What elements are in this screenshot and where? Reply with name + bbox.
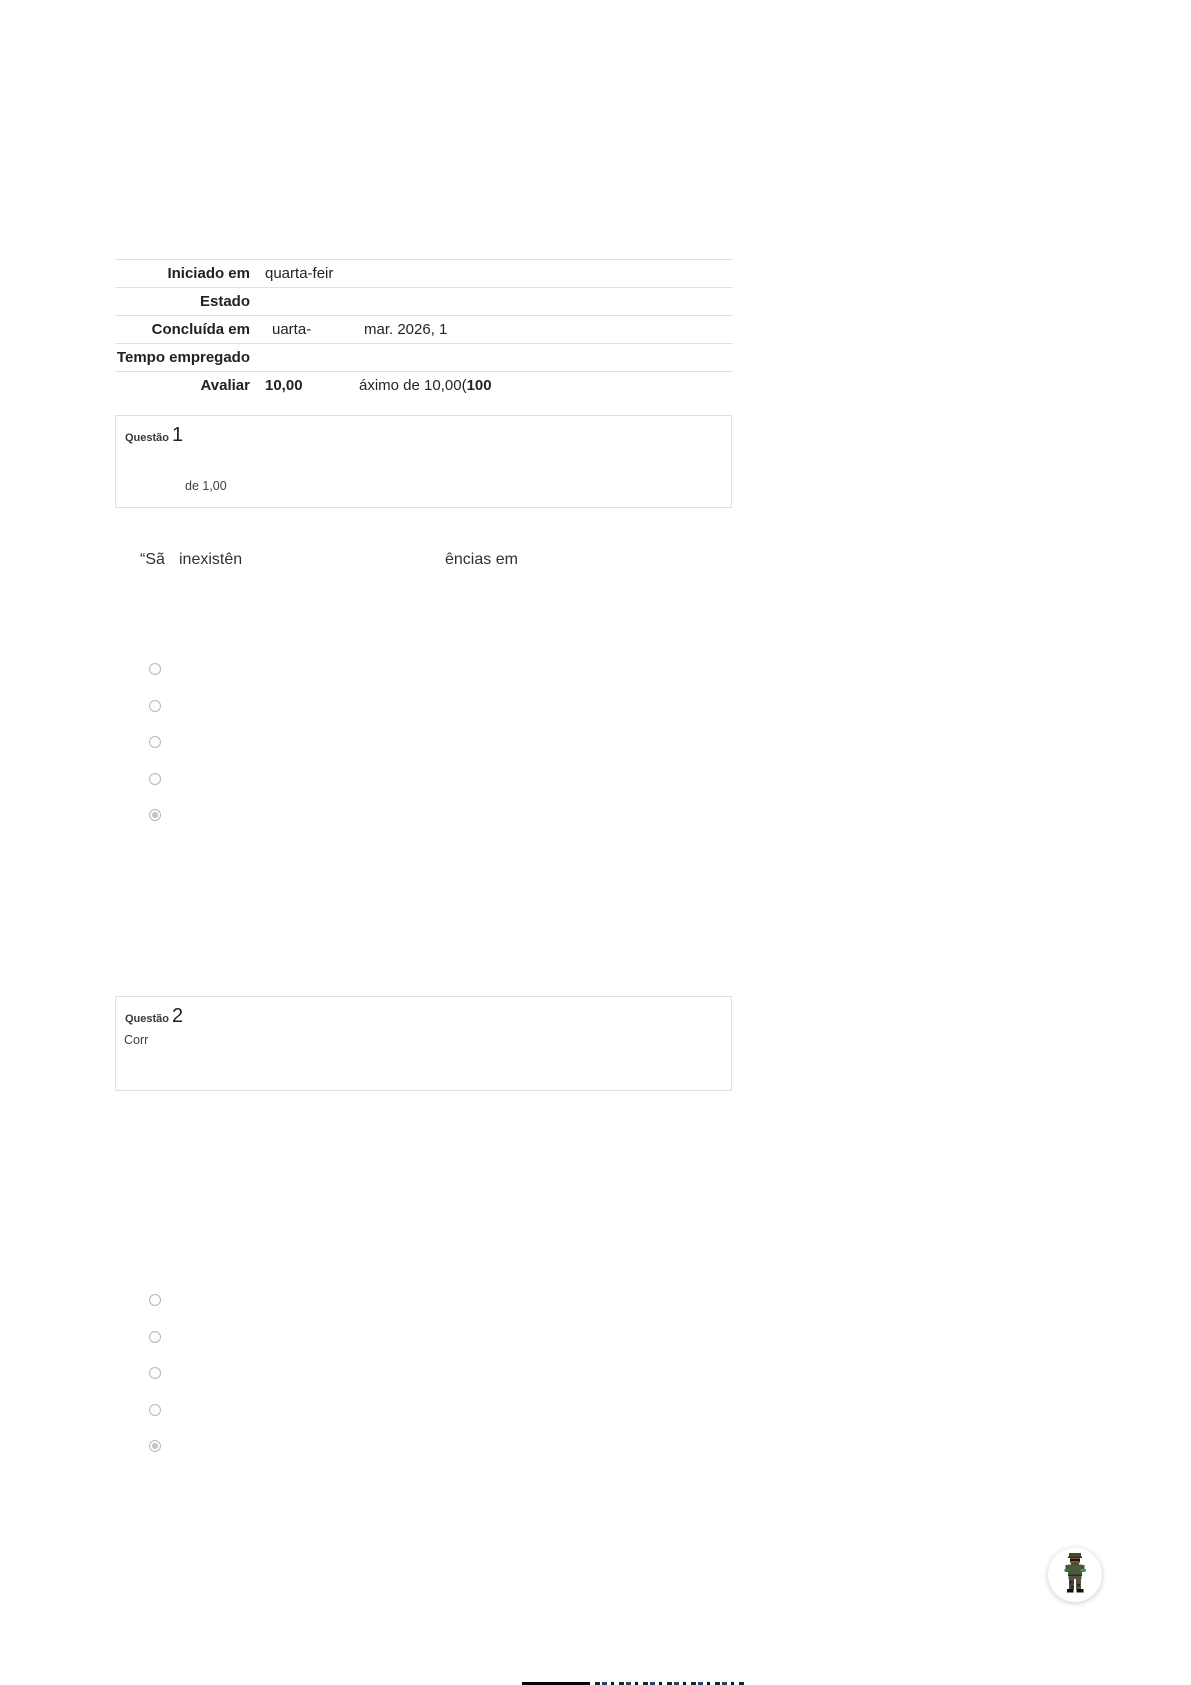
- answer-radio-2[interactable]: [149, 1331, 161, 1343]
- question1-options: [149, 663, 161, 821]
- question1-number: 1: [172, 424, 184, 446]
- answer-radio-4[interactable]: [149, 773, 161, 785]
- question2-info-box: [115, 996, 732, 1091]
- answer-radio-2[interactable]: [149, 700, 161, 712]
- summary-value-estado: [252, 293, 265, 310]
- answer-radio-1[interactable]: [149, 663, 161, 675]
- question2-header: [125, 1005, 183, 1028]
- summary-label-iniciado: Iniciado em: [115, 260, 252, 288]
- answer-radio-4[interactable]: [149, 1404, 161, 1416]
- answer-radio-3[interactable]: [149, 1367, 161, 1379]
- summary-value-concluida-part1: uarta-: [272, 321, 312, 338]
- summary-value-concluida-part2: mar. 2026, 1: [364, 321, 448, 338]
- user-avatar[interactable]: [1048, 1548, 1102, 1602]
- answer-radio-3[interactable]: [149, 736, 161, 748]
- question1-text: [0, 551, 1191, 575]
- question2-number: 2: [172, 1005, 184, 1027]
- question1-label: Questão: [125, 432, 170, 444]
- summary-row-estado: [115, 288, 733, 316]
- question1-header: [125, 424, 183, 447]
- question1-text-fragment: “Sã: [140, 551, 165, 568]
- question1-text-fragment: ências em: [445, 551, 518, 568]
- summary-label-concluida: Concluída em: [115, 316, 252, 344]
- summary-value-tempo: [252, 349, 265, 366]
- answer-radio-5-selected[interactable]: [149, 809, 161, 821]
- question1-info-box: [115, 415, 732, 508]
- summary-grade-value: 10,00: [265, 377, 303, 394]
- summary-label-tempo: Tempo empregado: [115, 344, 252, 372]
- summary-label-avaliar: Avaliar: [200, 377, 250, 394]
- summary-row-avaliar: [115, 372, 733, 400]
- summary-row-tempo: [115, 344, 733, 372]
- question1-text-fragment: inexistên: [179, 551, 243, 568]
- question2-options: [149, 1294, 161, 1452]
- summary-row-concluida: [115, 316, 733, 344]
- soldier-avatar-icon: [1062, 1552, 1088, 1596]
- question2-status-text: Corr: [124, 1033, 149, 1047]
- answer-radio-5-selected[interactable]: [149, 1440, 161, 1452]
- summary-label-estado: Estado: [115, 288, 252, 316]
- quiz-summary-table: [115, 259, 733, 399]
- summary-grade-max: áximo de 10,00(100: [359, 377, 492, 394]
- summary-value-iniciado: quarta-feir: [265, 265, 334, 282]
- summary-row-iniciado: [115, 260, 733, 288]
- answer-radio-1[interactable]: [149, 1294, 161, 1306]
- question2-label: Questão: [125, 1013, 170, 1025]
- question1-grade-text: de 1,00: [185, 479, 227, 493]
